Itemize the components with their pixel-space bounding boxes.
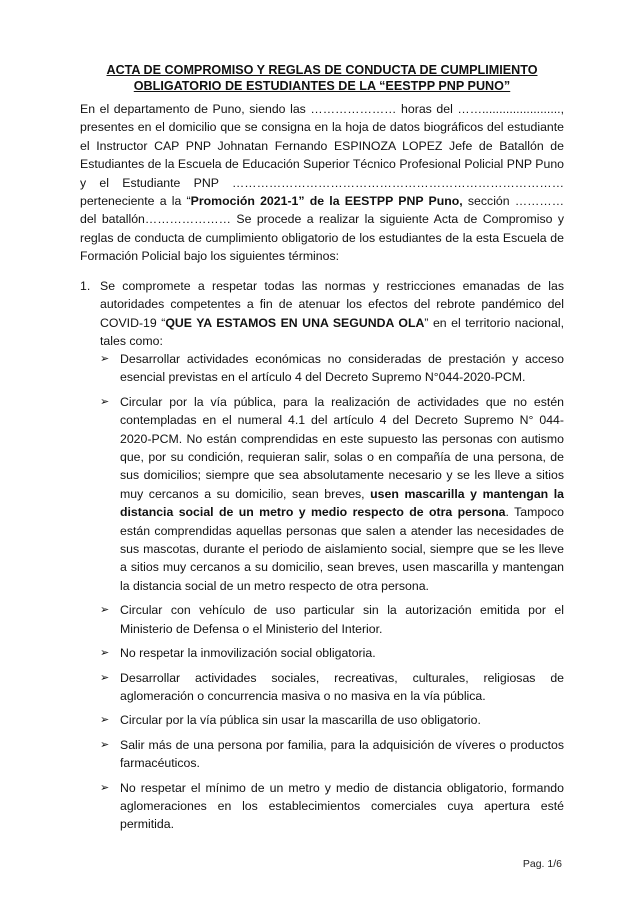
item-1-emphasis: QUE YA ESTAMOS EN UNA SEGUNDA OLA: [165, 315, 425, 330]
list-item: ➢ Desarrollar actividades sociales, recreativas, culturales, religiosas de aglomeración o concurrencia masiva o no masiva en la vía pública.: [100, 670, 564, 703]
arrow-bullet-icon: ➢: [100, 714, 110, 727]
page-number: Pag. 1/6: [522, 858, 562, 870]
list-item: ➢ Salir más de una persona por familia, para la adquisición de víveres o productos farmacéuticos.: [100, 737, 564, 771]
list-item: ➢ No respetar el mínimo de un metro y medio de distancia obligatorio, formando aglomeraciones en los establecimientos comerciales cuya apertura esté permitida.: [100, 780, 564, 832]
list-item: ➢ Circular por la vía pública sin usar la mascarilla de uso obligatorio.: [100, 711, 564, 729]
intro-promotion: Promoción 2021-1” de la EESTPP PNP Puno,: [190, 194, 463, 209]
title-line-2: OBLIGATORIO DE ESTUDIANTES DE LA “EESTPP PNP PUNO”: [133, 79, 511, 93]
title-line-1: ACTA DE COMPROMISO Y REGLAS DE CONDUCTA DE CUMPLIMIENTO: [106, 63, 538, 77]
arrow-bullet-icon: ➢: [100, 353, 110, 365]
arrow-bullet-icon: ➢: [100, 604, 110, 617]
arrow-bullet-icon: ➢: [100, 738, 110, 751]
document-title: [80, 62, 564, 94]
intro-text-1: En el departamento de Puno, siendo las ………………… horas del ……......................., presentes en el domicilio que se consigna en la hoja de datos biográficos del estudiante el Instructor CAP PNP Johnatan Fernando ESPINOZA LOPEZ Jefe de Batallón de Estudiantes de la Escuela de Educación Superior Técnico Profesional Policial PNP Puno y el Estudiante PNP ……………………………………………………………………… perteneciente a la “: [80, 102, 564, 209]
arrow-bullet-icon: ➢: [100, 395, 110, 408]
item-1-text: Se compromete a respetar todas las normas y restricciones emanadas de las autoridades competentes a fin de atenuar los efectos del rebrote pandémico del COVID-19 “QUE YA ESTAMOS EN UNA SEGUNDA OLA” en el territorio nacional, tales como:: [100, 279, 564, 349]
intro-text-2: sección ………… del batallón………………… Se procede a realizar la siguiente Acta de Compromiso y reglas de conducta de cumplimiento obligatorio de los estudiantes de la esta Escuela de Formación Policial bajo los siguientes términos:: [80, 194, 565, 264]
item-number: 1.: [80, 279, 91, 293]
arrow-bullet-icon: ➢: [100, 647, 110, 660]
arrow-bullet-icon: ➢: [100, 781, 110, 794]
list-item: ➢ Circular con vehículo de uso particular sin la autorización emitida por el Ministerio de Defensa o el Ministerio del Interior.: [100, 603, 564, 636]
arrow-bullet-icon: ➢: [100, 671, 110, 684]
restriction-list: [100, 350, 564, 840]
intro-paragraph: [80, 100, 564, 266]
numbered-item-1: [80, 277, 564, 351]
list-item: ➢ No respetar la inmovilización social obligatoria.: [100, 644, 564, 662]
list-item: ➢ Desarrollar actividades económicas no consideradas de prestación y acceso esencial previstas en el artículo 4 del Decreto Supremo N°044-2020-PCM.: [100, 352, 564, 385]
list-item: ➢ Circular por la vía pública, para la realización de actividades que no estén contempladas en el numeral 4.1 del artículo 4 del Decreto Supremo N° 044-2020-PCM. No están comprendidas en este supuesto las personas con autismo que, por su condición, requieran salir, solas o en compañía de una persona, de sus domicilios; siempre que sea absolutamente necesario y se les lleve a sitios muy cercanos a su domicilio, sean breves, usen mascarilla y mantengan la distancia social de un metro y medio respecto de otra persona. Tampoco están comprendidas aquellas personas que salen a atender las necesidades de sus mascotas, durante el periodo de aislamiento social, siempre que se les lleve a sitios muy cercanos a su domicilio, sean breves, usen mascarilla y mantengan la distancia social de un metro respecto de otra persona.: [100, 394, 564, 593]
